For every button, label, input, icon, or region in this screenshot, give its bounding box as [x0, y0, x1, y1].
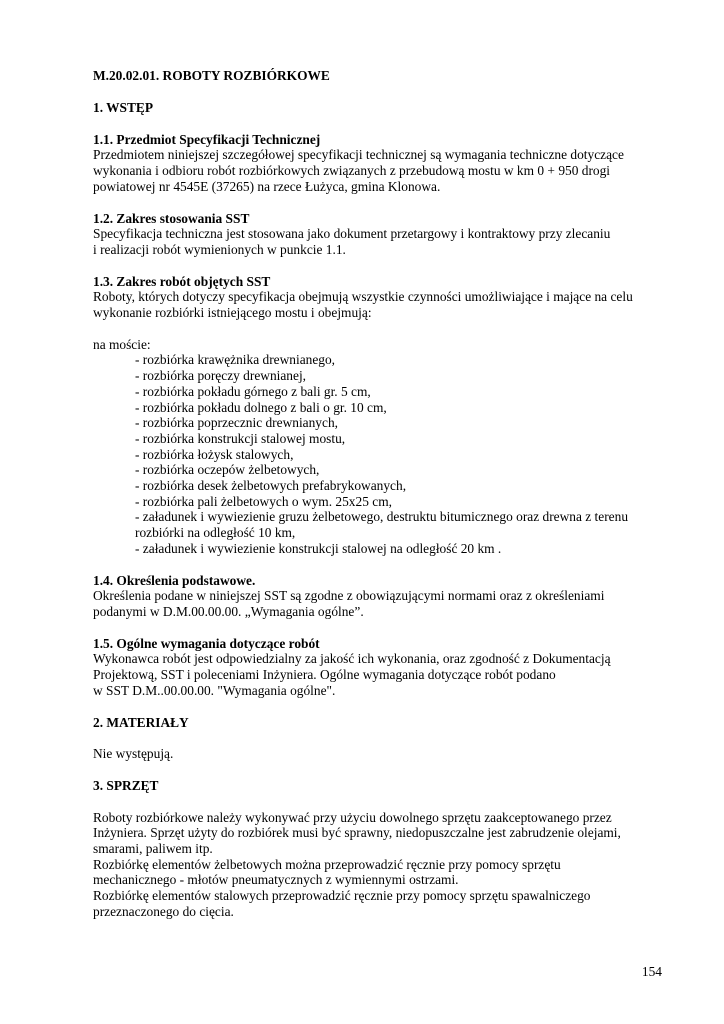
list-item: - rozbiórka pali żelbetowych o wym. 25x25 cm,	[135, 493, 392, 509]
section-1-3-list-intro: na moście:	[93, 336, 151, 352]
section-3-line: Inżyniera. Sprzęt użyty do rozbiórek musi być sprawny, niedopuszczalne jest zabrudzenie olejami,	[93, 825, 621, 841]
section-3-line: Roboty rozbiórkowe należy wykonywać przy użyciu dowolnego sprzętu zaakceptowanego przez	[93, 809, 612, 825]
section-1-4-line: podanymi w D.M.00.00.00. „Wymagania ogólne”.	[93, 603, 364, 619]
section-3-line: Rozbiórkę elementów żelbetowych można przeprowadzić ręcznie przy pomocy sprzętu	[93, 856, 561, 872]
list-item: - rozbiórka łożysk stalowych,	[135, 446, 294, 462]
section-1-1-line: wykonania i odbioru robót rozbiórkowych związanych z przebudową mostu w km 0 + 950 drogi	[93, 163, 611, 179]
demolition-scope-list	[93, 352, 653, 556]
section-1-1-line: Przedmiotem niniejszej szczegółowej specyfikacji technicznej są wymagania techniczne dotyczące	[93, 147, 624, 163]
section-1-2-line: Specyfikacja techniczna jest stosowana jako dokument przetargowy i kontraktowy przy zlecaniu	[93, 226, 611, 242]
list-item: - rozbiórka poręczy drewnianej,	[135, 368, 307, 384]
section-1-4-line: Określenia podane w niniejszej SST są zgodne z obowiązującymi normami oraz z określeniami	[93, 588, 605, 604]
section-1-2-line: i realizacji robót wymienionych w punkcie 1.1.	[93, 241, 346, 257]
section-3-line: przeznaczonego do cięcia.	[93, 903, 234, 919]
list-item: - załadunek i wywiezienie konstrukcji stalowej na odległość 20 km .	[135, 540, 502, 556]
section-1-5-line: Wykonawca robót jest odpowiedzialny za jakość ich wykonania, oraz zgodność z Dokumentacją	[93, 651, 611, 667]
section-3-line: smarami, paliwem itp.	[93, 841, 213, 857]
section-1-1-heading: 1.1. Przedmiot Specyfikacji Technicznej	[93, 131, 321, 147]
list-item: - załadunek i wywiezienie gruzu żelbetowego, destruktu bitumicznego oraz drewna z terenu	[135, 509, 629, 525]
section-1-2-heading: 1.2. Zakres stosowania SST	[93, 210, 250, 226]
section-2-heading: 2. MATERIAŁY	[93, 714, 189, 730]
list-item: - rozbiórka oczepów żelbetowych,	[135, 462, 320, 478]
section-1-5-line: Projektową, SST i poleceniami Inżyniera. Ogólne wymagania dotyczące robót podano	[93, 667, 556, 683]
section-1-3-line: wykonanie rozbiórki istniejącego mostu i obejmują:	[93, 305, 372, 321]
list-item: - rozbiórka konstrukcji stalowej mostu,	[135, 430, 346, 446]
section-3-heading: 3. SPRZĘT	[93, 777, 159, 793]
document-page	[93, 68, 653, 920]
page-number: 154	[641, 964, 662, 979]
section-1-3-heading: 1.3. Zakres robót objętych SST	[93, 273, 271, 289]
section-1-heading: 1. WSTĘP	[93, 100, 154, 115]
list-item: - rozbiórka pokładu górnego z bali gr. 5 cm,	[135, 383, 371, 399]
section-1-1-line: powiatowej nr 4545E (37265) na rzece Łużyca, gmina Klonowa.	[93, 178, 441, 194]
list-item: - rozbiórka pokładu dolnego z bali o gr. 10 cm,	[135, 399, 387, 415]
section-1-3-line: Roboty, których dotyczy specyfikacja obejmują wszystkie czynności umożliwiające i mające na celu	[93, 289, 633, 305]
list-item: - rozbiórka poprzecznic drewnianych,	[135, 415, 338, 431]
section-2-text: Nie występują.	[93, 746, 174, 762]
list-item-continuation: rozbiórki na odległość 10 km,	[135, 525, 296, 541]
section-3-line: Rozbiórkę elementów stalowych przeprowadzić ręcznie przy pomocy sprzętu spawalniczego	[93, 888, 591, 904]
section-3-line: mechanicznego - młotów pneumatycznych z wymiennymi ostrzami.	[93, 872, 459, 888]
list-item: - rozbiórka desek żelbetowych prefabrykowanych,	[135, 478, 407, 494]
list-item: - rozbiórka krawężnika drewnianego,	[135, 352, 336, 368]
section-1-5-line: w SST D.M..00.00.00. "Wymagania ogólne".	[93, 682, 336, 698]
document-title: M.20.02.01. ROBOTY ROZBIÓRKOWE	[93, 68, 330, 83]
section-1-4-heading: 1.4. Określenia podstawowe.	[93, 572, 256, 588]
section-1-5-heading: 1.5. Ogólne wymagania dotyczące robót	[93, 635, 320, 651]
